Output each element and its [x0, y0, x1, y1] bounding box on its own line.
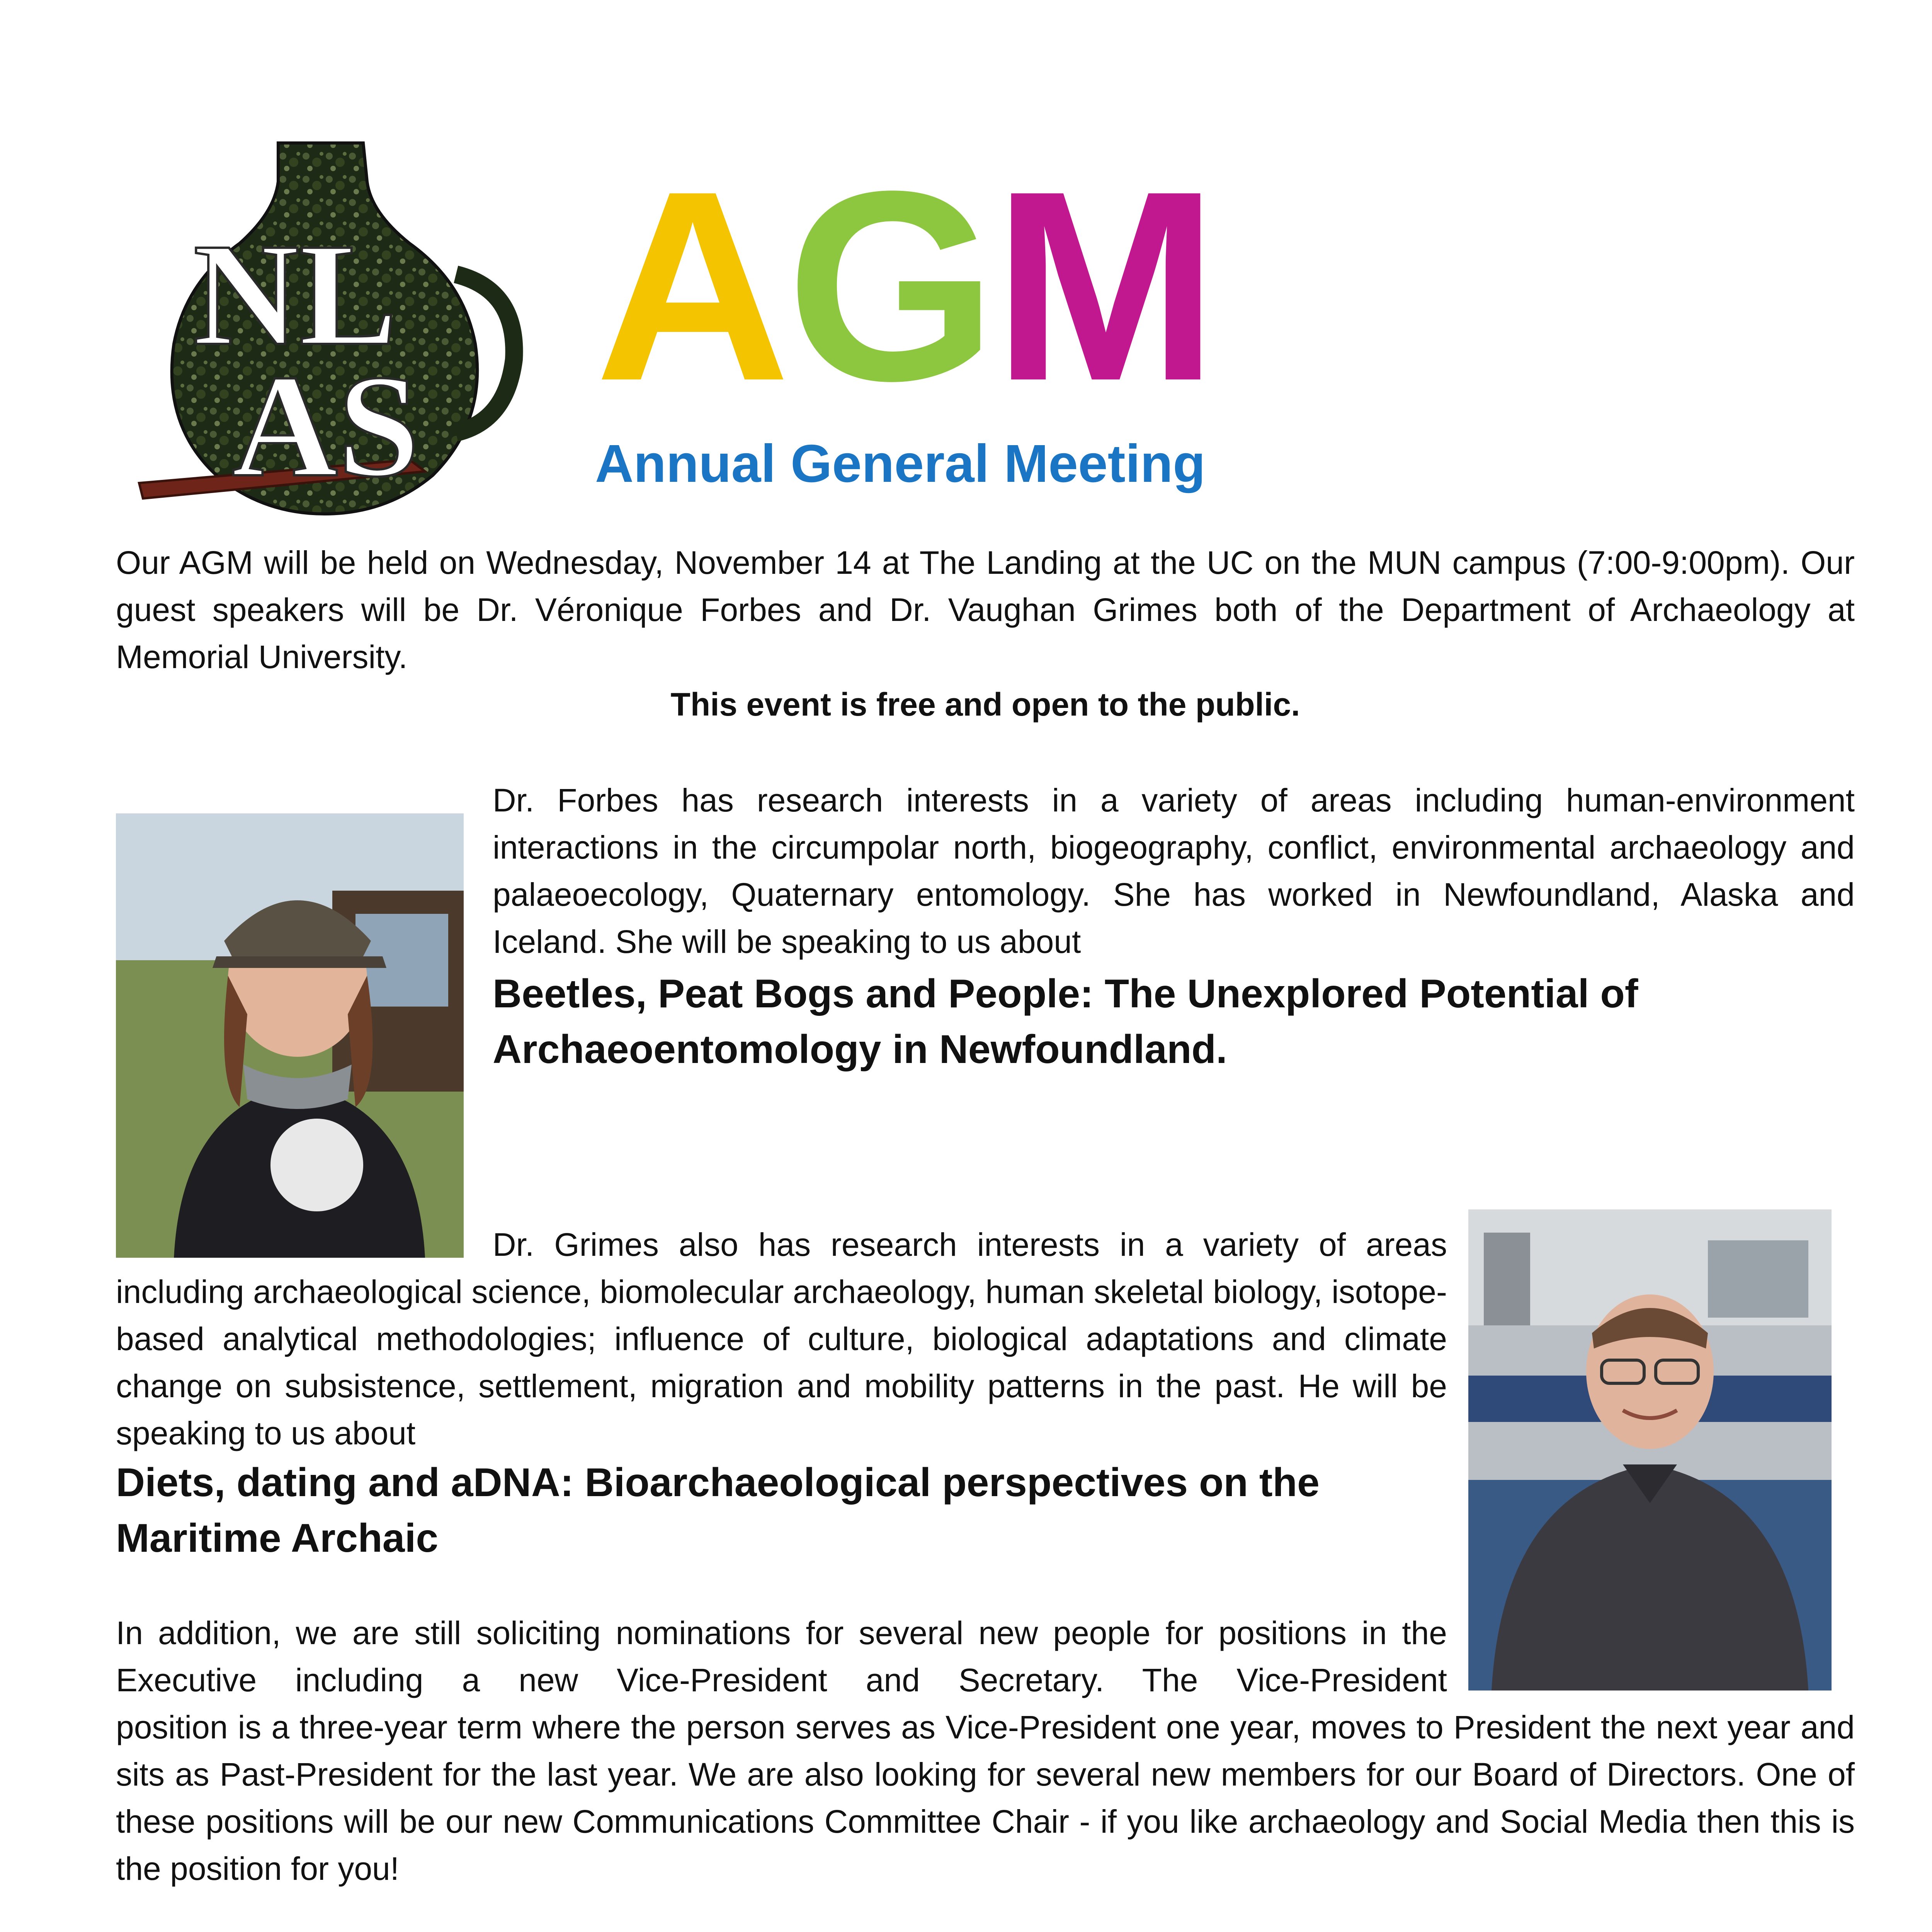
nlas-text-top: NL — [193, 213, 397, 376]
nomination-forms-line — [116, 1928, 1855, 1932]
agm-letter-g: G — [786, 135, 993, 437]
nominations-paragraph: position is a three-year term where the person serves as Vice-President one year, moves to President the next year and sits as Past-President for the last year. We are also looking for several new members for our Board of Directors. One of these positions will be our new Communications Committee Chair - if you like archaeology and Social Media then this is the position for you! — [116, 1709, 1855, 1887]
agm-letters — [595, 135, 1215, 437]
agm-letter-m: M — [993, 135, 1215, 437]
forbes-bio: Dr. Forbes has research interests in a variety of areas including human-environment interactions in the circumpolar north, biogeography, conflict, environmental archaeology and palaeoecology, Quaternary entomology. She has worked in Newfoundland, Alaska and Iceland. She will be speaking to us about — [493, 782, 1855, 960]
agm-subtitle: Annual General Meeting — [595, 434, 1206, 493]
free-notice: This event is free and open to the public. — [670, 686, 1300, 723]
nlas-logo — [116, 128, 533, 529]
forbes-talk-title: Beetles, Peat Bogs and People: The Unexplored Potential of Archaeoentomology in Newfoundland. — [493, 971, 1638, 1072]
agm-wordmark — [595, 135, 1329, 502]
portrait-man-icon — [1468, 1209, 1832, 1690]
portrait-woman-icon — [116, 813, 464, 1258]
grimes-photo — [1468, 1209, 1832, 1690]
grimes-bio-start: Dr. Grimes also has research interests in a variety of areas — [493, 1226, 1447, 1263]
intro-paragraph: Our AGM will be held on Wednesday, November 14 at The Landing at the UC on the MUN campus (7:00-9:00pm). Our guest speakers will be Dr. Véronique Forbes and Dr. Vaughan Grimes both of the Department of Archaeology at Memorial University. — [116, 544, 1855, 675]
grimes-bio: including archaeological science, biomolecular archaeology, human skeletal biology, isotope-based analytical methodologies; influence of culture, biological adaptations and climate change on subsistence, settlement, migration and mobility patterns in the past. He will be speaking to us about — [116, 1274, 1447, 1451]
grimes-talk-title: Diets, dating and aDNA: Bioarchaeological perspectives on the Maritime Archaic — [116, 1460, 1320, 1561]
forbes-photo — [116, 813, 464, 1258]
jug-logo-icon — [116, 128, 533, 529]
nlas-text-bottom: AS — [232, 345, 420, 507]
agm-letter-a: A — [595, 135, 787, 437]
nominations-paragraph-start: In addition, we are still soliciting nominations for several new people for positions in the Executive including a new Vice-President and Secretary. The Vice-President — [116, 1615, 1447, 1698]
